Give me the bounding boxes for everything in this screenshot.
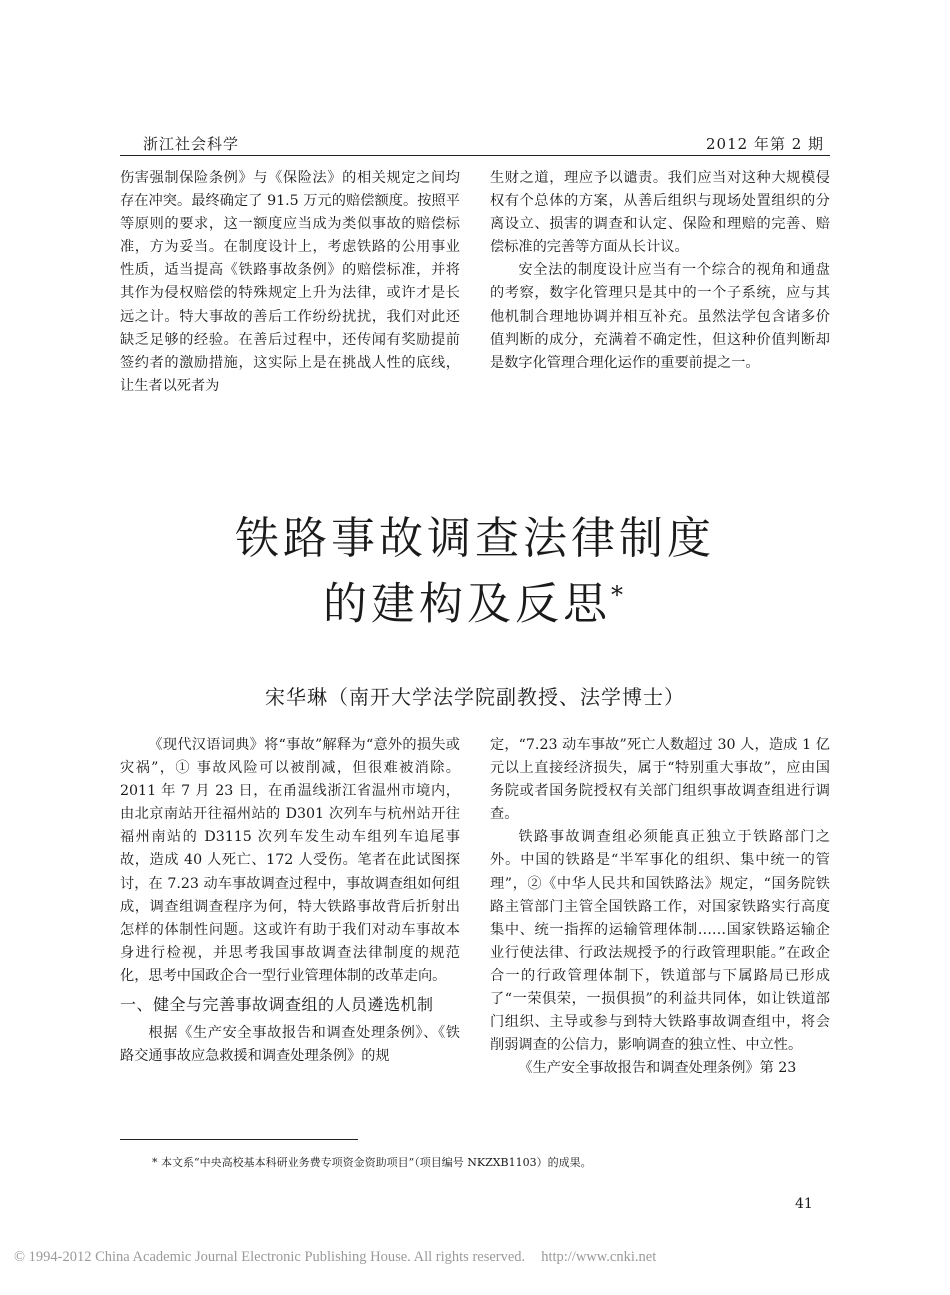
article-left-column [120, 734, 460, 1068]
copyright-notice: © 1994-2012 China Academic Journal Electronic Publishing House. All rights reserved. [14, 1249, 526, 1265]
copyright-line [14, 1249, 656, 1266]
article-left-p1: 《现代汉语词典》将“事故”解释为“意外的损失或灾祸”，① 事故风险可以被削减，但很难被消除。2011 年 7 月 23 日，在甬温线浙江省温州市境内，由北京南站开往福州站的 D301 次列车与杭州站开往福州南站的 D3115 次列车发生动车组列车追尾事故，造成 40 人死亡、172 人受伤。笔者在此试图探讨，在 7.23 动车事故调查过程中，事故调查组如何组成，调查组调查程序为何，特大铁路事故背后折射出怎样的体制性问题。这或许有助于我们对动车事故本身进行检视，并思考我国事故调查法律制度的规范化，思考中国政企合一型行业管理体制的改革走向。 [120, 737, 460, 984]
issue-label: 2012 年第 2 期 [706, 135, 825, 153]
cnki-link[interactable]: http://www.cnki.net [541, 1249, 657, 1265]
article-title-line2-text: 的建构及反思 [323, 578, 611, 630]
article-right-column [490, 734, 830, 1080]
article-right-p1: 定，“7.23 动车事故”死亡人数超过 30 人，造成 1 亿元以上直接经济损失，属于“特别重大事故”，应由国务院或者国务院授权有关部门组织事故调查组进行调查。 [490, 737, 830, 823]
previous-article-left-text: 伤害强制保险条例》与《保险法》的相关规定之间均存在冲突。最终确定了 91.5 万元的赔偿额度。按照平等原则的要求，这一额度应当成为类似事故的赔偿标准，方为妥当。在制度设计上，考虑铁路的公用事业性质，适当提高《铁路事故条例》的赔偿标准，并将其作为侵权赔偿的特殊规定上升为法律，或许才是长远之计。特大事故的善后工作纷纷扰扰，我们对此还缺乏足够的经验。在善后过程中，还传闻有奖励提前签约者的激励措施，这实际上是在挑战人性的底线，让生者以死者为 [120, 170, 460, 394]
previous-article-left-column [120, 167, 460, 398]
section-heading: 一、健全与完善事故调查组的人员遴选机制 [120, 995, 434, 1015]
journal-name: 浙江社会科学 [143, 135, 240, 153]
footnote: * 本文系“中央高校基本科研业务费专项资金资助项目”（项目编号 NKZXB1103）的成果。 [152, 1156, 592, 1169]
previous-article-right-column [490, 167, 830, 375]
article-right-p2: 铁路事故调查组必须能真正独立于铁路部门之外。中国的铁路是“半军事化的组织、集中统一的管理”，②《中华人民共和国铁路法》规定，“国务院铁路主管部门主管全国铁路工作，对国家铁路实行高度集中、统一指挥的运输管理体制……国家铁路运输企业行使法律、行政法规授予的行政管理职能。”在政企合一的行政管理体制下，铁道部与下属路局已形成了“一荣俱荣，一损俱损”的利益共同体，如让铁道部门组织、主导或参与到特大铁路事故调查组中，将会削弱调查的公信力，影响调查的独立性、中立性。 [490, 829, 830, 1054]
header-rule [120, 155, 830, 156]
article-title-line2 [0, 567, 950, 633]
previous-article-right-p1: 生财之道，理应予以谴责。我们应当对这种大规模侵权有个总体的方案，从善后组织与现场处置组织的分离设立、损害的调查和认定、保险和理赔的完善、赔偿标准的完善等方面从长计议。 [490, 170, 830, 256]
previous-article-right-p2: 安全法的制度设计应当有一个综合的视角和通盘的考察，数字化管理只是其中的一个子系统，应与其他机制合理地协调并相互补充。虽然法学包含诸多价值判断的成分，充满着不确定性，但这种价值判断却是数字化管理合理化运作的重要前提之一。 [490, 262, 830, 371]
title-footnote-mark: * [611, 581, 627, 609]
footnote-rule [120, 1139, 358, 1140]
article-title-line1: 铁路事故调查法律制度 [235, 513, 715, 564]
author-line: 宋华琳（南开大学法学院副教授、法学博士） [265, 685, 685, 709]
article-left-p2: 根据《生产安全事故报告和调查处理条例》、《铁路交通事故应急救援和调查处理条例》的规 [120, 1025, 460, 1065]
page-number: 41 [795, 1196, 813, 1212]
article-right-p3: 《生产安全事故报告和调查处理条例》第 23 [518, 1060, 797, 1077]
